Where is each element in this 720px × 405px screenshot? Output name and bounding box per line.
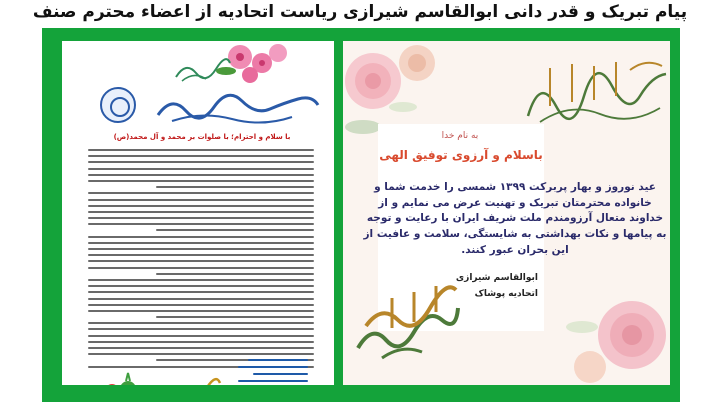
letter-body-line [88, 335, 314, 337]
letter-body-line [88, 180, 314, 182]
letter-body-line [88, 260, 314, 262]
letter-body-line [88, 322, 314, 324]
letter-body-line [88, 353, 314, 355]
signer-title: اتحادیه پوشاک [474, 289, 538, 299]
calligraphy-green-gold [520, 56, 670, 126]
letter-body-line [88, 248, 314, 250]
union-logo [100, 87, 136, 123]
letter-body [88, 149, 314, 372]
happy-nowruz-calligraphy [162, 377, 222, 385]
letter-body-line [88, 217, 314, 219]
nowruz-calligraphy [352, 268, 462, 364]
letter-body-line [88, 149, 314, 151]
besm-heading: به نام خدا [441, 131, 479, 141]
letter-body-line [156, 316, 314, 318]
letter-body-line [88, 254, 314, 256]
letter-signature [238, 359, 308, 385]
letter-body-line [88, 298, 314, 300]
letter-body-line [88, 279, 314, 281]
letter-body-line [88, 310, 314, 312]
letter-body-line [88, 328, 314, 330]
header-calligraphy [172, 55, 232, 85]
letter-body-line [88, 236, 314, 238]
page-headline: پیام تبریک و قدر دانی ابوالقاسم شیرازی ریاست اتحادیه از اعضاء محترم صنف [32, 2, 688, 22]
letter-body-line [88, 223, 314, 225]
haft-seen-illustration [92, 371, 162, 385]
letter-body-line [156, 273, 314, 275]
letter-body-line [88, 242, 314, 244]
letter-body-line [88, 291, 314, 293]
letter-body-line [88, 205, 314, 207]
letter-body-line [88, 161, 314, 163]
signer-name: ابوالقاسم شیرازی [455, 273, 538, 283]
rose-bottom-right-decoration [560, 263, 670, 385]
letter-body-line [156, 229, 314, 231]
letter-body-line [88, 192, 314, 194]
letter-body-line [88, 211, 314, 213]
letter-body-line [88, 168, 314, 170]
letter-body-line [88, 347, 314, 349]
letter-body-line [88, 304, 314, 306]
letter-body-line [88, 174, 314, 176]
letter-salutation: با سلام و احترام؛ با صلوات بر محمد و آل محمد(ص) [113, 133, 291, 141]
letter-body-line [88, 155, 314, 157]
greeting-message: عید نوروز و بهار پربرکت ۱۳۹۹ شمسی را خدمت شما و خانواده محترمتان تبریک و تهنیت عرض می نمایم و از خداوند متعال آرزومندم ملت شریف ایران با رعایت و توجه به پیامها و نکات بهداشتی به شایستگی، سلامت و عافیت از این بحران عبور کنند. [363, 181, 667, 256]
letter-body-line [88, 341, 314, 343]
letter-body-line [156, 186, 314, 188]
letter-body-line [88, 267, 314, 269]
letter-image [62, 41, 334, 385]
greeting-heading: باسلام و آرزوی توفیق الهی [379, 148, 543, 162]
blue-calligraphy [152, 89, 322, 125]
letter-body-line [88, 285, 314, 287]
letter-body-line [88, 199, 314, 201]
